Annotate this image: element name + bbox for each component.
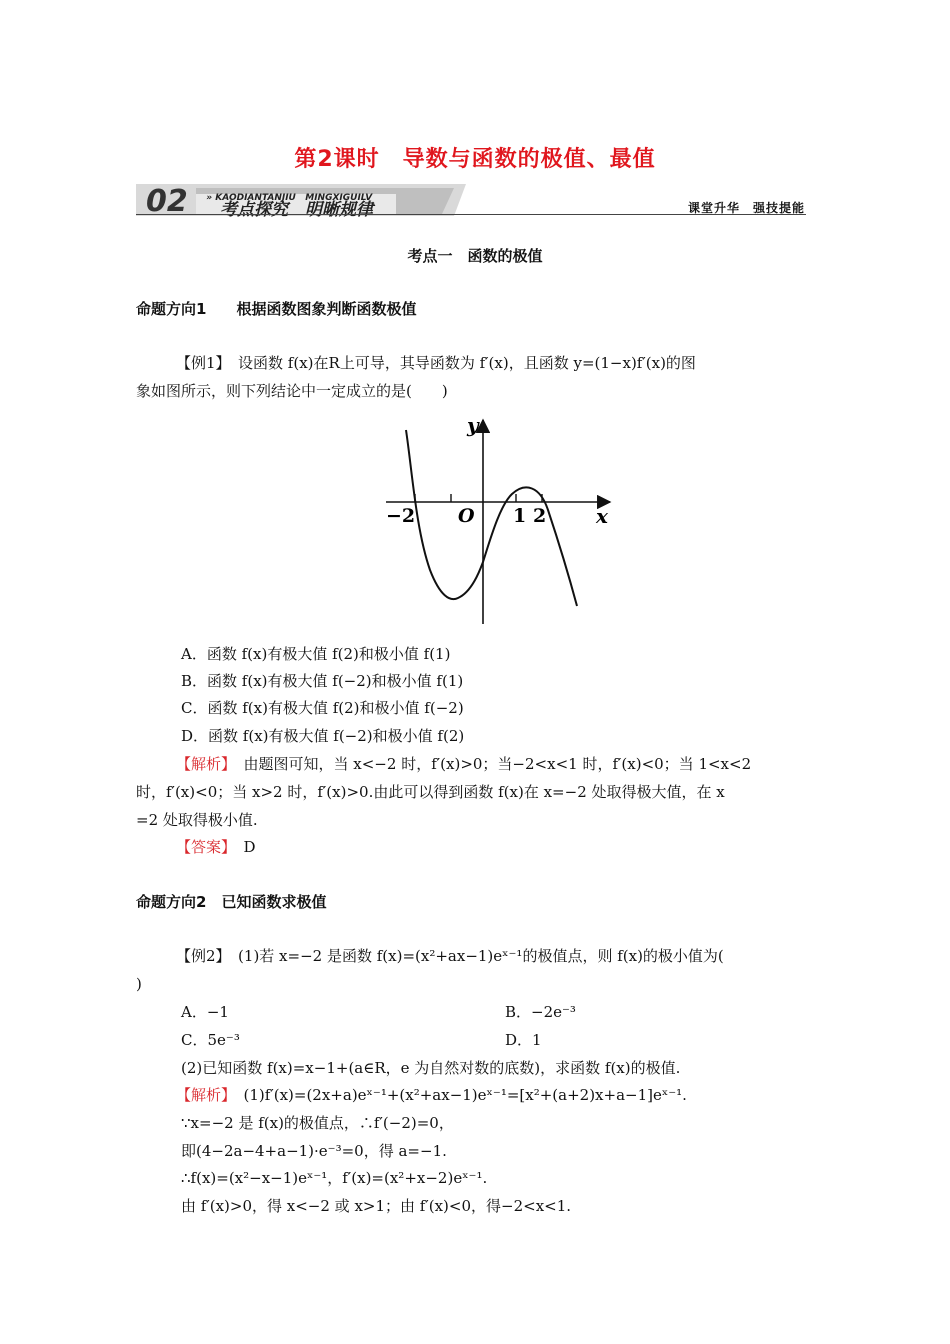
y-axis-label: y [467, 413, 479, 437]
analysis-1-line-3: =2 处取得极小值. [136, 811, 258, 829]
section-heading: 考点一 函数的极值 [407, 247, 543, 265]
banner-main: 考点探究 明晰规律 [220, 200, 373, 220]
answer-tag: 【答案】 [176, 838, 229, 856]
banner-number: 02 [146, 184, 188, 219]
direction-1-heading: 命题方向1 根据函数图象判断函数极值 [136, 300, 417, 318]
curve [406, 430, 577, 606]
answer-1-text: D [228, 838, 256, 856]
analysis-2-line-1 [176, 1081, 856, 1109]
example-1-line-2: 象如图所示，则下列结论中一定成立的是( ) [136, 382, 448, 400]
option-2-c: C．5e⁻³ [181, 1031, 240, 1049]
option-2-d: D．1 [505, 1031, 542, 1049]
analysis-tag: 【解析】 [176, 1086, 229, 1104]
example-1-line-1: 【例1】 设函数 f(x)在R上可导，其导函数为 f′(x)，且函数 y=(1−x)f′(x)的图 [176, 354, 696, 372]
analysis-2-line-5: 由 f′(x)>0，得 x<−2 或 x>1；由 f′(x)<0，得−2<x<1. [181, 1197, 572, 1215]
analysis-2-line-3: 即(4−2a−4+a−1)·e⁻³=0，得 a=−1. [181, 1142, 447, 1160]
label-2: 2 [533, 505, 547, 527]
example-2-part-2: (2)已知函数 f(x)=x−1+(a∈R，e 为自然对数的底数)，求函数 f(x)的极值. [181, 1059, 681, 1077]
example-2-line-2: ) [136, 975, 142, 993]
option-d: D．函数 f(x)有极大值 f(−2)和极小值 f(2) [181, 727, 465, 745]
example-2-line-1: 【例2】 (1)若 x=−2 是函数 f(x)=(x²+ax−1)eˣ⁻¹的极值点，则 f(x)的极小值为( [176, 947, 724, 965]
analysis-1-text: 由题图可知，当 x<−2 时，f′(x)>0；当−2<x<1 时，f′(x)<0；当 1<x<2 [228, 755, 752, 773]
option-a: A．函数 f(x)有极大值 f(2)和极小值 f(1) [181, 645, 451, 663]
analysis-1-line-2: 时，f′(x)<0；当 x>2 时，f′(x)>0.由此可以得到函数 f(x)在 x=−2 处取得极大值，在 x [136, 783, 725, 801]
option-2-a: A．−1 [181, 1003, 229, 1021]
label-1: 1 [513, 505, 527, 527]
analysis-tag: 【解析】 [176, 755, 229, 773]
x-axis-label: x [596, 504, 608, 528]
direction-2-heading: 命题方向2 已知函数求极值 [136, 893, 327, 911]
option-b: B．函数 f(x)有极大值 f(−2)和极小值 f(1) [181, 672, 464, 690]
analysis-2-text: (1)f′(x)=(2x+a)eˣ⁻¹+(x²+ax−1)eˣ⁻¹=[x²+(a+2)x+a−1]eˣ⁻¹. [228, 1086, 687, 1104]
label-minus-2: −2 [386, 505, 416, 527]
banner-right-text: 课堂升华 强技提能 [687, 201, 805, 215]
analysis-2-line-4: ∴f(x)=(x²−x−1)eˣ⁻¹，f′(x)=(x²+x−2)eˣ⁻¹. [181, 1169, 488, 1187]
answer-1-line [176, 833, 856, 861]
analysis-1-line-1 [176, 750, 856, 778]
function-graph [380, 410, 620, 630]
origin-label: O [458, 505, 475, 527]
analysis-2-line-2: ∵x=−2 是 f(x)的极值点，∴f′(−2)=0， [181, 1114, 454, 1132]
option-2-b: B．−2e⁻³ [505, 1003, 576, 1021]
page-title: 第2课时 导数与函数的极值、最值 [294, 147, 656, 172]
banner-pinyin-text: KAODIANTANJIU MINGXIGUILV [215, 193, 373, 203]
option-c: C．函数 f(x)有极大值 f(2)和极小值 f(−2) [181, 699, 464, 717]
double-chevron-icon: » [206, 193, 213, 203]
